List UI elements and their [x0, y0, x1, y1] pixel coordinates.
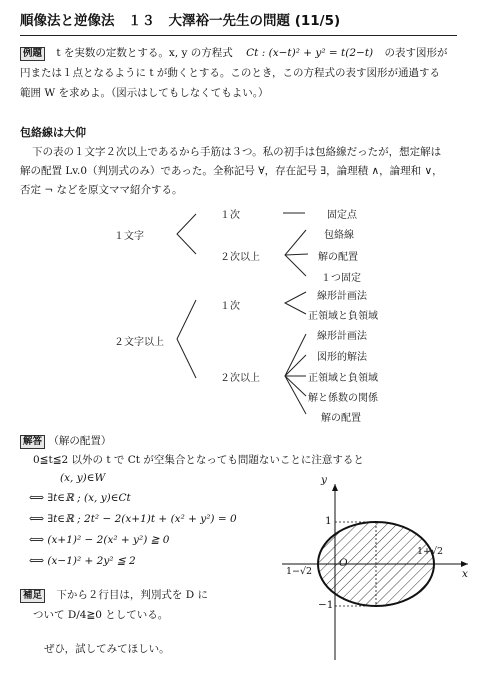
solution-intro: 0≦t≦2 以外の t で Ct が空集合となっても問題ないことに注意すると — [33, 454, 364, 466]
tree-method-fixed-point: 固定点 — [327, 210, 357, 221]
note-tag: 補足 — [20, 589, 45, 603]
tree-two-var-deg2: ２次以上 — [220, 373, 260, 384]
problem-tag: 例題 — [20, 47, 45, 61]
graph-tick-y-neg: −1 — [318, 599, 334, 611]
tree-two-var-deg1: １次 — [220, 301, 240, 312]
tree-one-var-deg2: ２次以上 — [220, 252, 260, 263]
closing-text: ぜひ，試してみてほしい。 — [44, 643, 170, 655]
problem-line-3: 範囲 W を求めよ。（図示はしてもしなくてもよい。） — [20, 87, 269, 99]
section-line-3: 否定 ¬ などを原文ママ紹介する。 — [20, 184, 183, 196]
tree-method-linear-programming: 線形計画法 — [317, 291, 367, 302]
tree-method-envelope: 包絡線 — [324, 230, 354, 241]
note-line-2: ついて D/4≧0 としている。 — [33, 609, 169, 621]
tree-method-root-placement: 解の配置 — [318, 252, 358, 263]
tree-method-root-placement-2: 解の配置 — [321, 413, 361, 424]
graph-origin-label: O — [339, 557, 348, 569]
solution-step-1: (x, y)∈W — [60, 472, 106, 484]
tree-method-root-coeff: 解と係数の関係 — [308, 393, 378, 404]
tree-method-linear-programming-2: 線形計画法 — [317, 331, 367, 342]
tree-one-var: １文字 — [114, 231, 144, 242]
graph-tick-x-left: 1−√2 — [286, 566, 313, 577]
solution-step-2: ⟺ ∃t∈ℝ ; (x, y)∈Ct — [29, 492, 131, 504]
solution-step-4: ⟺ (x+1)² − 2(x² + y²) ≧ 0 — [29, 534, 170, 546]
graph-x-label: x — [462, 568, 468, 580]
tree-two-var: ２文字以上 — [114, 337, 164, 348]
tree-method-pos-neg-region-2: 正領域と負領域 — [308, 373, 378, 384]
tree-one-var-deg1: １次 — [220, 210, 240, 221]
section-line-1: 下の表の１文字２次以上であるから手筋は３つ。私の初手は包絡線だったが，想定解は — [32, 146, 442, 158]
equation-ct: Ct : (x−t)² + y² = t(2−t) — [246, 47, 374, 59]
section-line-2: 解の配置 Lv.0（判別式のみ）であった。全称記号 ∀，存在記号 ∃，論理積 ∧，論理和 ∨， — [20, 165, 443, 177]
solution-tag: 解答 — [20, 435, 45, 449]
solution-header: 解答 （解の配置） — [20, 432, 111, 451]
tree-method-geometric: 図形的解法 — [317, 352, 367, 363]
problem-line-1: 例題 t を実数の定数とする。x, y の方程式 Ct : (x−t)² + y² = t(2−t) の表す図形が — [20, 44, 448, 63]
solution-step-5: ⟺ (x−1)² + 2y² ≦ 2 — [29, 555, 136, 567]
note-line-1: 補足 下から２行目は，判別式を D に — [20, 586, 208, 605]
section-heading: 包絡線は大仰 — [20, 126, 86, 139]
solution-step-3: ⟺ ∃t∈ℝ ; 2t² − 2(x+1)t + (x² + y²) = 0 — [29, 513, 237, 525]
graph-y-label: y — [321, 474, 327, 486]
tree-method-fix-one: １つ固定 — [321, 273, 361, 284]
graph-tick-x-right: 1+√2 — [417, 546, 444, 557]
page-title: 順像法と逆像法 １３ 大澤裕一先生の問題 (11/5) — [20, 13, 341, 29]
tree-method-pos-neg-region: 正領域と負領域 — [308, 311, 378, 322]
graph-tick-y-pos: 1 — [325, 515, 332, 527]
problem-line-2: 円または１点となるように t が動くとする。このとき，この方程式の表す図形が通過する — [20, 67, 440, 79]
